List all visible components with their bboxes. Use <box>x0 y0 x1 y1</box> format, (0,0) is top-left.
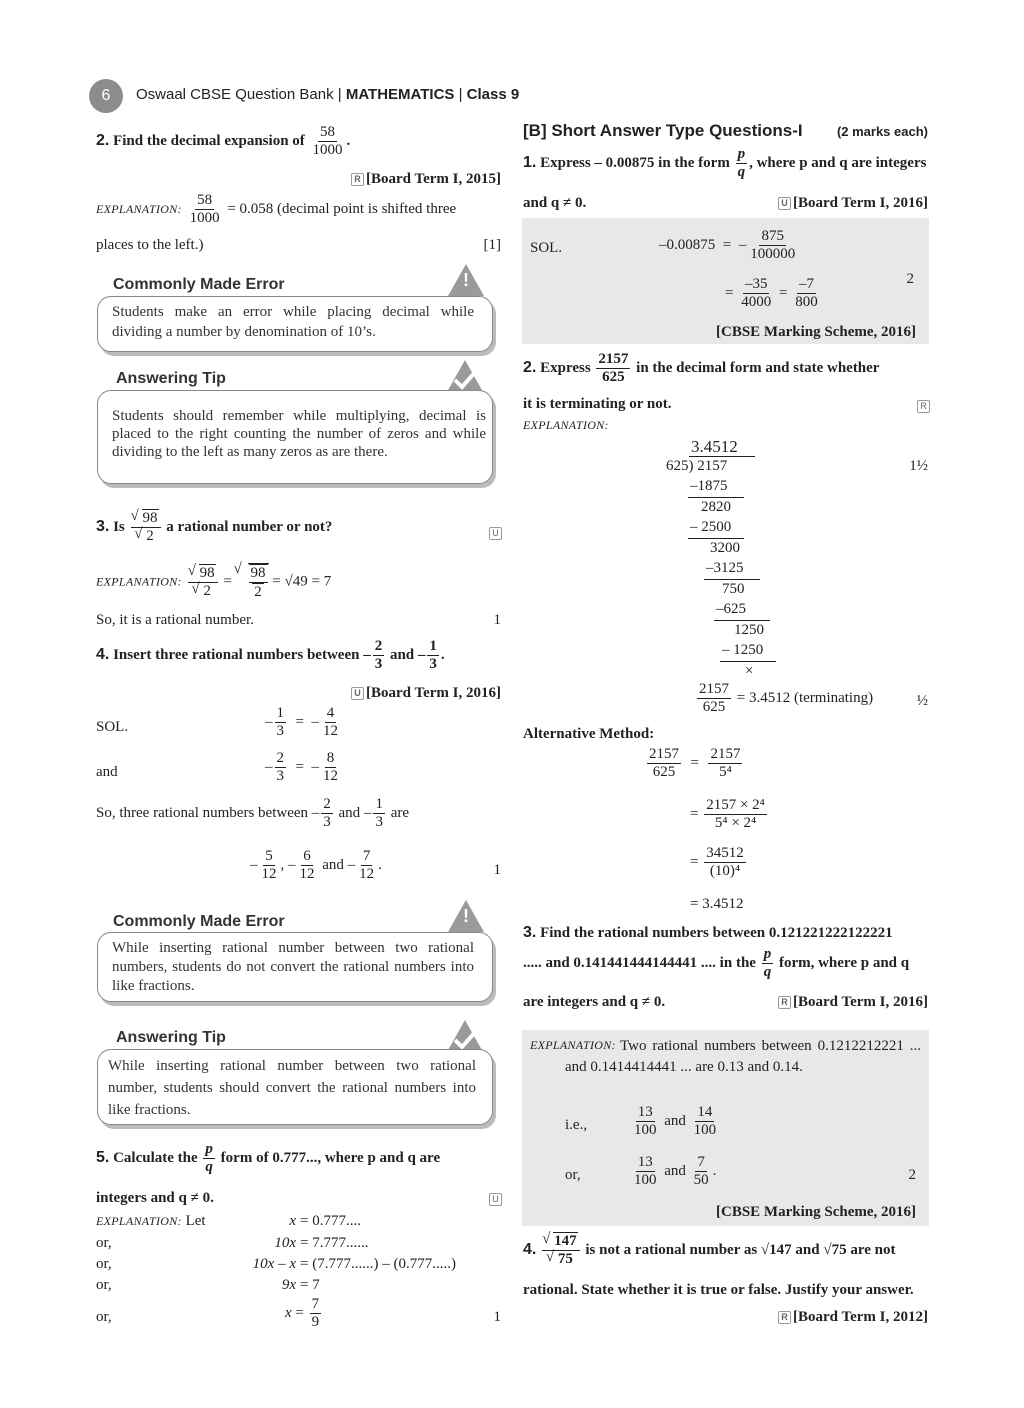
r-q2-alt-heading: Alternative Method: <box>523 726 655 742</box>
division-step: –3125 <box>706 560 744 576</box>
tip2-body: While inserting rational number between two rational number, students should convert the rational numbers into like fractions. <box>108 1058 476 1118</box>
r-q3-prompt: 3. Find the rational numbers between 0.121221222122221 <box>523 924 893 941</box>
q2-prompt: 2. Find the decimal expansion of $\frac{58}{1000}$ . <box>96 124 351 159</box>
division-step: 1250 <box>734 621 764 638</box>
q4-reference: U [Board Term I, 2016] <box>351 685 501 702</box>
r-q1-sol-label: SOL. <box>530 240 563 256</box>
cme2-body: While inserting rational number between two rational numbers, students do not convert the rational numbers into like fractions. <box>112 940 474 994</box>
r-q3-reference: R [Board Term I, 2016] <box>778 994 928 1011</box>
tip2-title: Answering Tip <box>116 1029 226 1046</box>
r-q3-or-values: $\frac{13}{100}$ and $\frac{7}{50}$ . <box>634 1154 717 1189</box>
q5-row-lhs: 10x <box>274 1235 296 1251</box>
q3-tag: U <box>489 525 504 542</box>
q5-row-rhs: = 7.777...... <box>300 1235 369 1251</box>
r-q2-prompt-cont: it is terminating or not. <box>523 396 672 412</box>
r-q1-line2: = $\frac{-35}{4000}$ = $\frac{-7}{800}$ <box>725 276 818 311</box>
q5-tag: U <box>489 1191 504 1208</box>
q3-explanation: EXPLANATION: √ 98 √ 2 = √ $\frac{98}{2}$ = √49 = 7 <box>96 563 331 602</box>
r-q2-explanation-label: EXPLANATION: <box>523 418 609 432</box>
r-q3-explanation-text: Two rational numbers between 0.1212212221 ... and 0.1414414441 ... are 0.13 and 0.14. <box>565 1038 921 1075</box>
r-q1-prompt: 1. Express – 0.00875 in the form $\frac{p}{q}$ , where p and q are integers <box>523 146 927 181</box>
q4-sol-label: SOL. <box>96 719 129 735</box>
q5-row-label: or, <box>96 1277 112 1293</box>
q4-line1: – $\frac{1}{3}$ = – $\frac{4}{12}$ <box>265 705 338 740</box>
r-q3-scheme: [CBSE Marking Scheme, 2016] <box>716 1204 916 1220</box>
tip1-body: Students should remember while multiplying, decimal is placed to the right counting the number of zeros and while dividing to the left as many zeros as are there. <box>112 408 486 460</box>
r-q3-or-label: or, <box>565 1167 581 1183</box>
q4-and-label: and <box>96 764 118 780</box>
cme2-title: Commonly Made Error <box>113 913 285 930</box>
q5-row-label: or, <box>96 1235 112 1251</box>
section-marks: (2 marks each) <box>836 124 928 139</box>
running-header: Oswaal CBSE Question Bank | MATHEMATICS | Class 9 <box>136 86 520 103</box>
r-q2-prompt: 2. Express $\frac{2157}{625}$ in the decimal form and state whether <box>523 351 880 386</box>
q4-answer: – $\frac{5}{12}$ , – $\frac{6}{12}$ and – $\frac{7}{12}$ . <box>250 848 382 883</box>
warning-icon: ! <box>448 900 484 932</box>
q5-row-rhs: = 7 <box>300 1277 320 1293</box>
r-q1-prompt-cont: and q ≠ 0. <box>523 195 587 211</box>
q5-marks: 1 <box>493 1309 501 1325</box>
r-q1-scheme: [CBSE Marking Scheme, 2016] <box>716 324 916 340</box>
r-q4-prompt-cont: rational. State whether it is true or false. Justify your answer. <box>523 1282 914 1298</box>
r-q4-prompt: 4. √ 147 √ 75 is not a rational number as √147 and √75 are not <box>523 1233 895 1269</box>
r-q2-marks2: ½ <box>916 693 928 709</box>
section-title: [B] Short Answer Type Questions-I <box>523 121 803 140</box>
q5-row-rhs: = (7.777......) – (0.777.....) <box>300 1256 456 1272</box>
q4-marks: 1 <box>493 862 501 878</box>
q5-row-label: or, <box>96 1256 112 1272</box>
r-q2-marks1: 1½ <box>909 458 928 474</box>
division-step: 3200 <box>710 539 740 556</box>
r-q1-marks: 2 <box>906 271 914 287</box>
q3-marks: 1 <box>493 612 501 628</box>
q4-line2: – $\frac{2}{3}$ = – $\frac{8}{12}$ <box>265 750 338 785</box>
division-step: –1875 <box>690 478 728 494</box>
r-q4-reference: R [Board Term I, 2012] <box>778 1309 928 1326</box>
division-step: × <box>745 662 754 679</box>
r-q3-prompt-line2: ..... and 0.141441444144441 .... in the $\frac{p}{q}$ form, where p and q <box>523 946 910 981</box>
q5-row-lhs: 10x – x <box>252 1256 296 1272</box>
r-q1-reference: U [Board Term I, 2016] <box>778 195 928 212</box>
check-icon <box>447 360 483 392</box>
r-q3-marks: 2 <box>908 1167 916 1183</box>
q5-last-line: x = $\frac{7}{9}$ <box>285 1296 320 1331</box>
division-step: – 1250 <box>722 642 764 658</box>
warning-icon: ! <box>448 264 484 296</box>
r-q2-quotient-bar <box>689 456 755 457</box>
division-step: –625 <box>716 601 746 617</box>
q2-marks: [1] <box>483 237 501 253</box>
r-q2-alt-line4: = 3.4512 <box>690 896 744 912</box>
q3-prompt: 3. Is √ 98 √ 2 a rational number or not? <box>96 510 332 546</box>
r-q1-line1: –0.00875 = – $\frac{875}{100000}$ <box>659 228 796 263</box>
r-q2-dividend: 625) 2157 <box>666 458 728 474</box>
q3-conclusion: So, it is a rational number. <box>96 612 254 628</box>
r-q3-prompt-line3: are integers and q ≠ 0. <box>523 994 666 1010</box>
q2-reference: R [Board Term I, 2015] <box>351 171 501 188</box>
r-q2-alt-line1: $\frac{2157}{625}$ = $\frac{2157}{\text{5⁴}}$ <box>649 746 741 781</box>
division-step: 2820 <box>701 498 731 515</box>
r-q2-alt-line3: = $\frac{34512}{\text{(10)⁴}}$ <box>690 845 744 880</box>
q5-explanation-label: EXPLANATION: Let <box>96 1213 206 1229</box>
q5-prompt: 5. Calculate the $\frac{p}{q}$ form of 0.777..., where p and q are <box>96 1141 441 1176</box>
q2-explanation: EXPLANATION: $\frac{58}{1000}$ = 0.058 (decimal point is shifted three <box>96 192 457 227</box>
q5-last-label: or, <box>96 1309 112 1325</box>
q5-prompt-cont: integers and q ≠ 0. <box>96 1190 214 1206</box>
division-step: – 2500 <box>690 519 732 535</box>
r-q3-explanation-label: EXPLANATION: <box>530 1038 616 1052</box>
r-q3-ie-label: i.e., <box>565 1117 588 1133</box>
q5-row-rhs: = 0.777.... <box>300 1213 361 1229</box>
q4-so-line: So, three rational numbers between – $\frac{2}{3}$ and – $\frac{1}{3}$ are <box>96 796 409 831</box>
check-icon <box>447 1020 483 1052</box>
r-q2-quotient: 3.4512 <box>691 437 738 456</box>
r-q2-result: $\frac{2157}{625}$ = 3.4512 (terminating) <box>699 681 874 716</box>
page-number-badge: 6 <box>89 79 123 113</box>
r-q2-tag: R <box>917 398 932 415</box>
cme1-title: Commonly Made Error <box>113 276 285 293</box>
tip1-title: Answering Tip <box>116 370 226 387</box>
q5-row-lhs: x <box>289 1213 296 1229</box>
r-q3-ie-values: $\frac{13}{100}$ and $\frac{14}{100}$ <box>634 1104 717 1139</box>
cme1-body: Students make an error while placing decimal while dividing a number by denomination of 10’s. <box>112 304 474 340</box>
q5-row-lhs: 9x <box>281 1277 296 1293</box>
division-step: 750 <box>722 580 745 597</box>
q4-prompt: 4. Insert three rational numbers between – $\frac{2}{3}$ and – $\frac{1}{3}$ . <box>96 638 445 673</box>
r-q2-alt-line2: = $\frac{\text{2157 × 2⁴}}{\text{5⁴ × 2⁴}}$ <box>690 797 765 832</box>
q2-explanation-cont: places to the left.) <box>96 237 204 253</box>
